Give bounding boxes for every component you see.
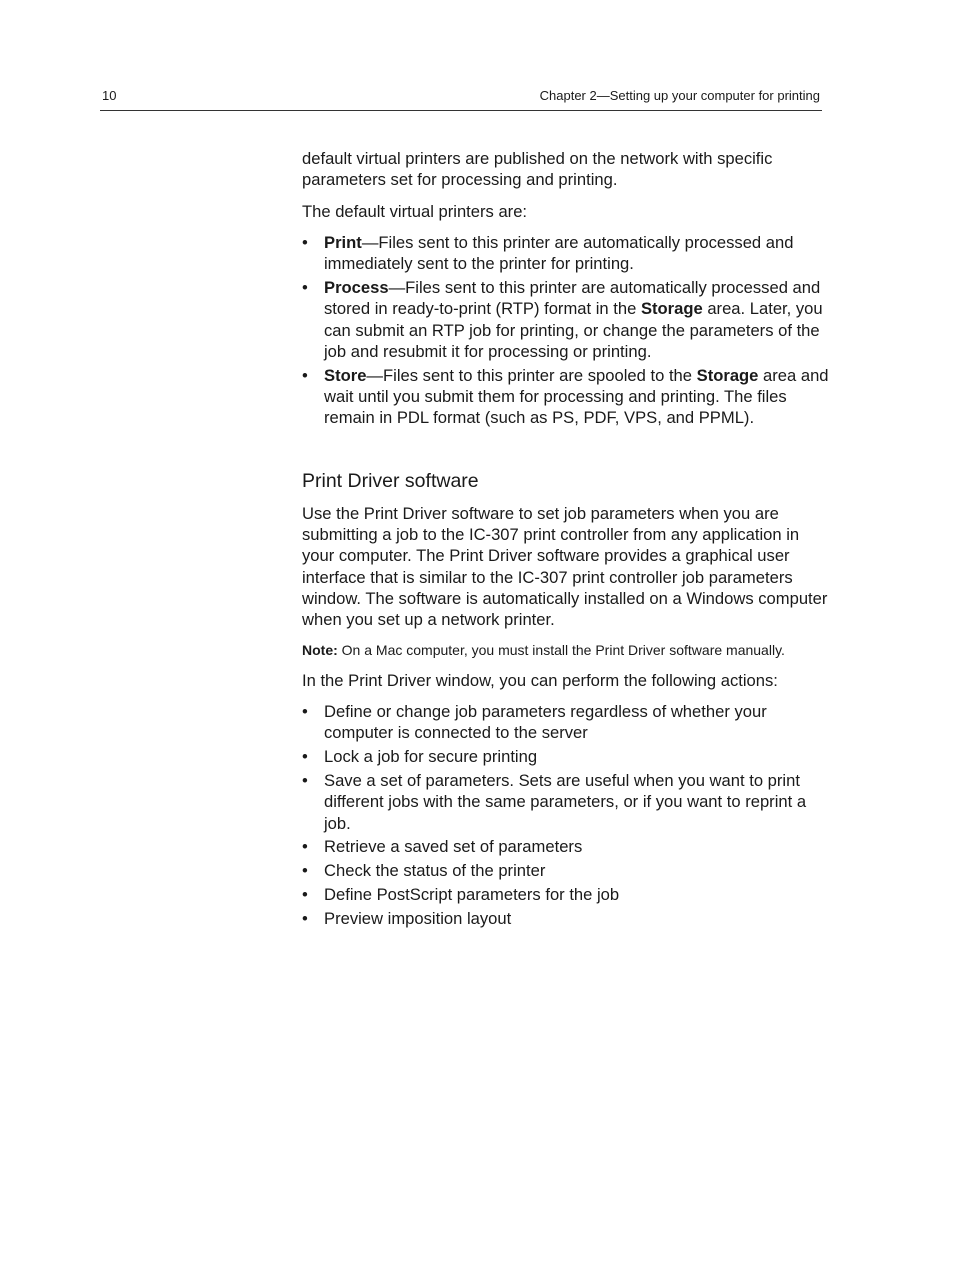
section-heading: Print Driver software — [302, 469, 479, 492]
intro-lead: The default virtual printers are: — [302, 201, 528, 221]
term: Print — [324, 232, 362, 252]
bullet: • — [302, 909, 308, 929]
bullet: • — [302, 232, 308, 252]
bullet: • — [302, 747, 308, 767]
list-item: • Define or change job parameters regardless of whether your computer is connected to the server — [302, 701, 767, 743]
list-item: • Define PostScript parameters for the job — [302, 885, 620, 905]
note-text: On a Mac computer, you must install the Print Driver software manually. — [337, 641, 785, 658]
bullet: • — [302, 861, 308, 881]
page-number: 10 — [102, 88, 117, 103]
list-item: • Process—Files sent to this printer are automatically processed and stored in ready-to-print (RTP) format in the Storage area. Later, you can submit an RTP job for printing, or change the parameters of the job and resubmit it for processing or printing. — [302, 278, 823, 361]
list-item: • Save a set of parameters. Sets are useful when you want to print different jobs with the same parameters, or if you want to reprint a job. — [302, 770, 807, 833]
note-label: Note: — [302, 641, 338, 658]
term: Store — [324, 365, 367, 385]
page-content — [302, 148, 832, 939]
list-item: • Print—Files sent to this printer are automatically processed and immediately sent to the printer for printing. — [302, 232, 794, 274]
bullet: • — [302, 278, 308, 298]
page-header — [100, 88, 822, 111]
section-paragraph: Use the Print Driver software to set job parameters when you are submitting a job to the IC-307 print controller from any application in your computer. The Print Driver software provides a graphical user interface that is similar to the IC-307 print controller job parameters window. The software is automatically installed on a Windows computer when you set up a network printer. — [302, 503, 828, 630]
bullet: • — [302, 837, 308, 857]
bullet: • — [302, 701, 308, 721]
virtual-printer-list — [302, 232, 832, 429]
actions-lead: In the Print Driver window, you can perform the following actions: — [302, 670, 778, 690]
list-item: • Retrieve a saved set of parameters — [302, 837, 583, 857]
list-item: • Store—Files sent to this printer are spooled to the Storage area and wait until you submit them for processing and printing. The files remain in PDL format (such as PS, PDF, VPS, and PPML). — [302, 365, 829, 428]
bullet: • — [302, 365, 308, 385]
intro-paragraph: default virtual printers are published on the network with specific parameters set for processing and printing. — [302, 149, 773, 190]
list-item: • Lock a job for secure printing — [302, 747, 538, 767]
actions-list — [302, 701, 832, 930]
note — [302, 641, 832, 660]
list-item: • Preview imposition layout — [302, 909, 512, 929]
bullet: • — [302, 770, 308, 790]
chapter-title: Chapter 2—Setting up your computer for printing — [539, 88, 820, 103]
term: Process — [324, 278, 389, 298]
bullet: • — [302, 885, 308, 905]
list-item: • Check the status of the printer — [302, 861, 546, 881]
